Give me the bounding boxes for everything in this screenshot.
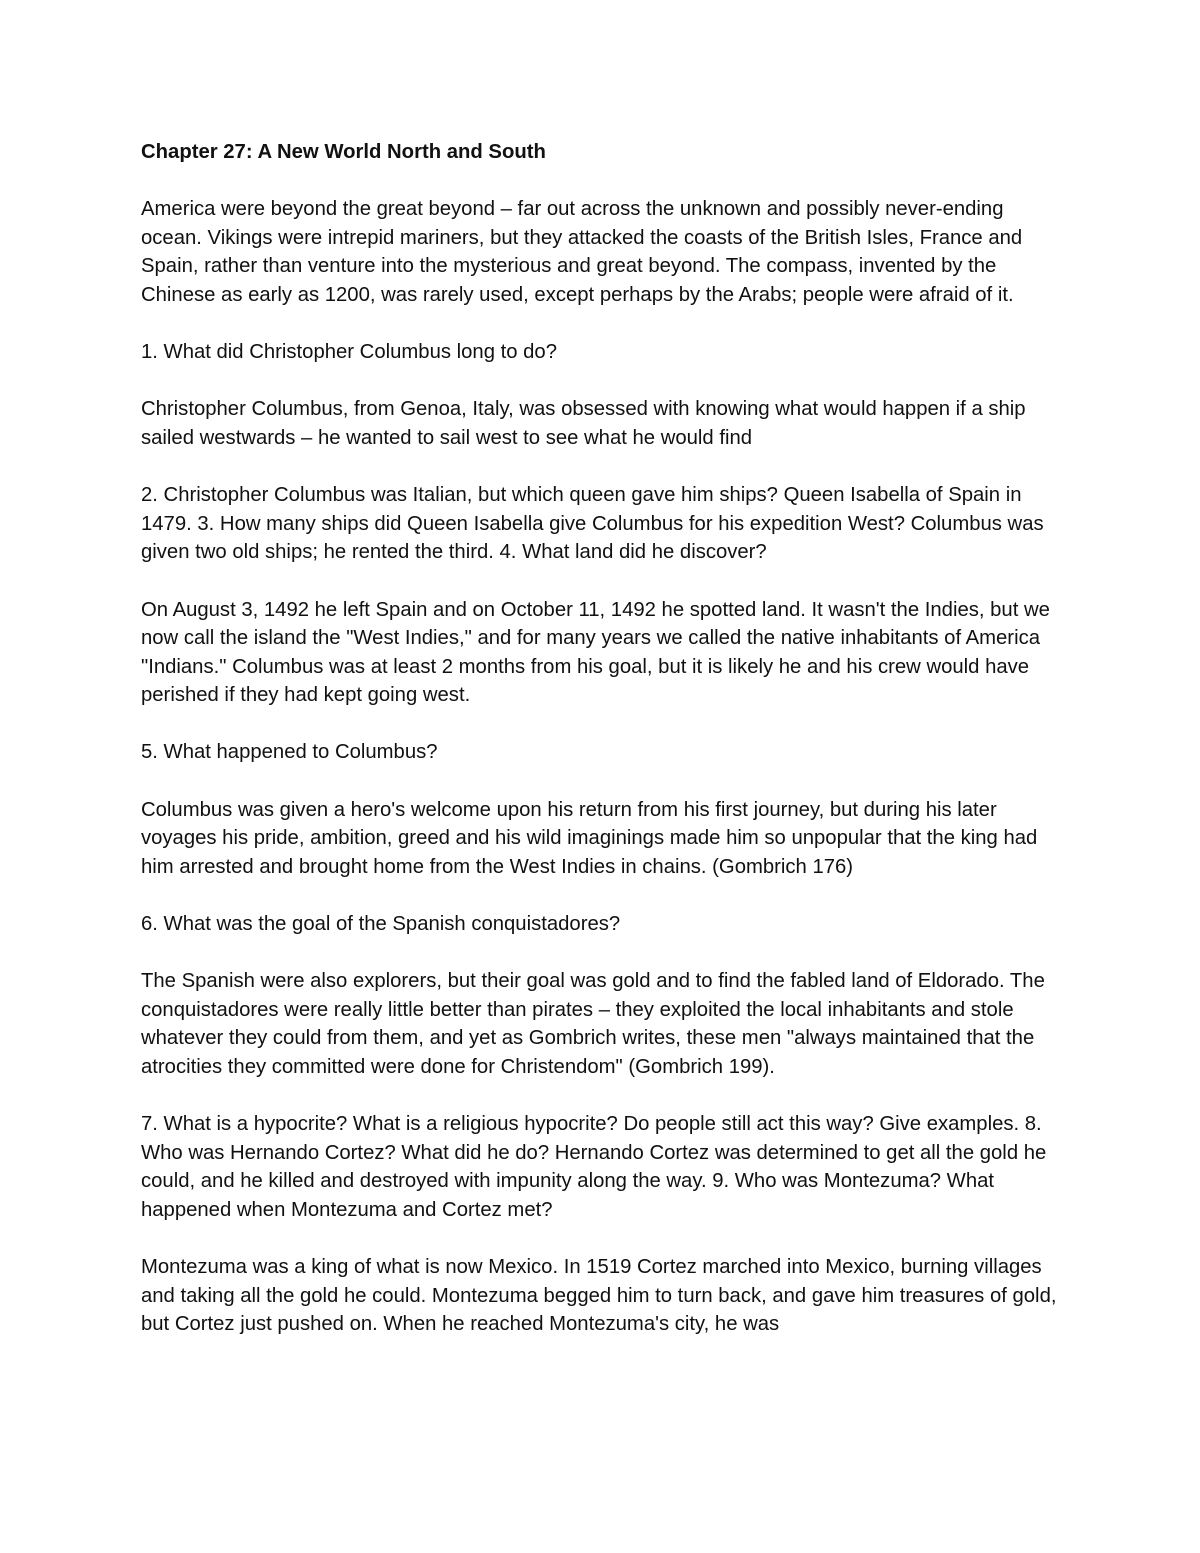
answer-4: On August 3, 1492 he left Spain and on October 11, 1492 he spotted land. It wasn't the Indies, but we now call the island the "West Indies," and for many years we called the native inhabitants of America "Indians." Columbus was at least 2 months from his goal, but it is likely he and his crew would have perished if they had kept going west.	[141, 598, 1050, 707]
answer-5: Columbus was given a hero's welcome upon his return from his first journey, but during his later voyages his pride, ambition, greed and his wild imaginings made him so unpopular that the king had him arrested and brought home from the West Indies in chains. (Gombrich 176)	[141, 798, 1038, 878]
answer-6: The Spanish were also explorers, but their goal was gold and to find the fabled land of Eldorado. The conquistadores were really little better than pirates – they exploited the local inhabitants and stole whatever they could from them, and yet as Gombrich writes, these men "always maintained that the atrocities they committed were done for Christendom" (Gombrich 199).	[141, 970, 1045, 1078]
answer-1: Christopher Columbus, from Genoa, Italy, was obsessed with knowing what would happen if a ship sailed westwards – he wanted to sail west to see what he would find	[141, 398, 1026, 449]
question-1: 1. What did Christopher Columbus long to do?	[141, 341, 557, 364]
document-body	[141, 138, 1066, 1368]
paragraph-intro: America were beyond the great beyond – far out across the unknown and possibly never-ending ocean. Vikings were intrepid mariners, but they attacked the coasts of the British Isles, France and Spain, rather than venture into the mysterious and great beyond. The compass, invented by the Chinese as early as 1200, was rarely used, except perhaps by the Arabs; people were afraid of it.	[141, 198, 1023, 306]
chapter-title: Chapter 27: A New World North and South	[141, 141, 546, 163]
questions-7-9: 7. What is a hypocrite? What is a religious hypocrite? Do people still act this way? Give examples. 8. Who was Hernando Cortez? What did he do? Hernando Cortez was determined to get all the gold he could, and he killed and destroyed with impunity along the way. 9. Who was Montezuma? What happened when Montezuma and Cortez met?	[141, 1113, 1047, 1221]
question-6: 6. What was the goal of the Spanish conquistadores?	[141, 913, 621, 936]
question-5: 5. What happened to Columbus?	[141, 741, 438, 764]
answer-9: Montezuma was a king of what is now Mexico. In 1519 Cortez marched into Mexico, burning villages and taking all the gold he could. Montezuma begged him to turn back, and gave him treasures of gold, but Cortez just pushed on. When he reached Montezuma's city, he was	[141, 1256, 1057, 1336]
questions-2-4: 2. Christopher Columbus was Italian, but which queen gave him ships? Queen Isabella of Spain in 1479. 3. How many ships did Queen Isabella give Columbus for his expedition West? Columbus was given two old ships; he rented the third. 4. What land did he discover?	[141, 484, 1044, 564]
